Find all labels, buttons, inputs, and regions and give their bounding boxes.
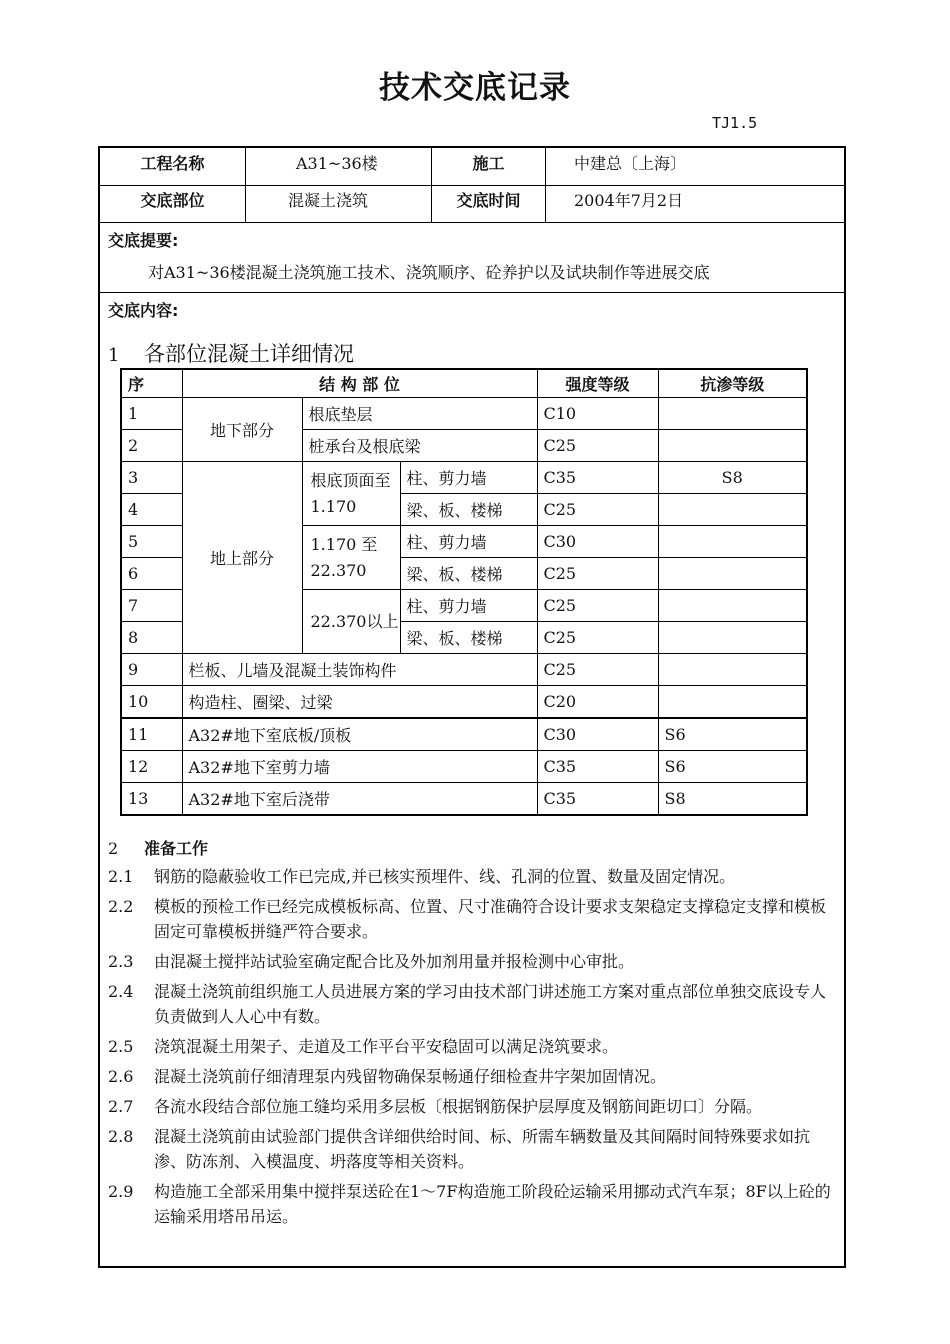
document-code: TJ1.5 <box>712 114 758 132</box>
row-seq: 13 <box>121 783 182 816</box>
row-impermeability <box>658 526 807 558</box>
row-impermeability: S8 <box>658 783 807 816</box>
row-strength: C35 <box>537 751 658 783</box>
item-number: 2.7 <box>108 1097 134 1116</box>
list-item <box>108 1179 838 1229</box>
header-row-2 <box>100 185 844 223</box>
row-part: A32#地下室底板/顶板 <box>182 718 537 751</box>
document-title: 技术交底记录 <box>379 70 571 106</box>
row-part: 梁、板、楼梯 <box>400 494 537 526</box>
item-text: 浇筑混凝土用架子、走道及工作平台平安稳固可以满足浇筑要求。 <box>154 1037 619 1056</box>
row-strength: C25 <box>537 622 658 654</box>
item-text: 钢筋的隐蔽验收工作已完成,并已核实预埋件、线、孔洞的位置、数量及固定情况。 <box>154 867 736 886</box>
section1-number: 1 <box>108 345 120 366</box>
row-seq: 4 <box>121 494 182 526</box>
row-part: A32#地下室剪力墙 <box>182 751 537 783</box>
content-label: 交底内容: <box>108 301 179 320</box>
row-part: A32#地下室后浇带 <box>182 783 537 816</box>
row-impermeability <box>658 686 807 719</box>
row-seq: 12 <box>121 751 182 783</box>
row-part: 梁、板、楼梯 <box>400 622 537 654</box>
item-number: 2.8 <box>108 1127 134 1146</box>
row-seq: 1 <box>121 398 182 430</box>
item-number: 2.2 <box>108 897 134 916</box>
row-seq: 5 <box>121 526 182 558</box>
date-label: 交底时间 <box>432 185 546 222</box>
row-impermeability: S8 <box>658 462 807 494</box>
row-impermeability <box>658 398 807 430</box>
row-strength: C30 <box>537 526 658 558</box>
item-text: 各流水段结合部位施工缝均采用多层板〔根据钢筋保护层厚度及钢筋间距切口〕分隔。 <box>154 1097 763 1116</box>
table-row <box>121 751 807 783</box>
divider <box>100 292 844 293</box>
list-item <box>108 1064 838 1089</box>
header-row-1 <box>100 148 844 186</box>
row-seq: 9 <box>121 654 182 686</box>
row-strength: C25 <box>537 494 658 526</box>
row-part: 构造柱、圈梁、过梁 <box>182 686 537 719</box>
item-text: 构造施工全部采用集中搅拌泵送砼在1～7F构造施工阶段砼运输采用挪动式汽车泵；8F以上砼的运输采用塔吊吊运。 <box>154 1182 831 1226</box>
project-name-label: 工程名称 <box>100 148 246 185</box>
row-strength: C10 <box>537 398 658 430</box>
list-item <box>108 1124 838 1174</box>
item-number: 2.5 <box>108 1037 134 1056</box>
row-seq: 10 <box>121 686 182 719</box>
item-number: 2.3 <box>108 952 134 971</box>
header-strength: 强度等级 <box>537 369 658 398</box>
group-aboveground: 地上部分 <box>182 462 302 654</box>
row-part: 柱、剪力墙 <box>400 590 537 622</box>
item-text: 混凝土浇筑前组织施工人员进展方案的学习由技术部门讲述施工方案对重点部位单独交底设专人负责做到人人心中有数。 <box>154 982 827 1026</box>
row-impermeability: S6 <box>658 751 807 783</box>
header-part: 结 构 部 位 <box>182 369 537 398</box>
row-seq: 8 <box>121 622 182 654</box>
section2-number: 2 <box>108 839 119 858</box>
item-text: 模板的预检工作已经完成模板标高、位置、尺寸准确符合设计要求支架稳定支撑稳定支撑和模板固定可靠模板拼缝严符合要求。 <box>154 897 827 941</box>
group-underground: 地下部分 <box>182 398 302 462</box>
construction-value: 中建总〔上海〕 <box>574 154 687 173</box>
row-seq: 2 <box>121 430 182 462</box>
row-strength: C25 <box>537 590 658 622</box>
row-impermeability <box>658 654 807 686</box>
row-impermeability <box>658 558 807 590</box>
row-strength: C25 <box>537 430 658 462</box>
date-value: 2004年7月2日 <box>574 191 684 210</box>
row-impermeability: S6 <box>658 718 807 751</box>
header-impermeability: 抗渗等级 <box>658 369 807 398</box>
table-row <box>121 654 807 686</box>
row-seq: 11 <box>121 718 182 751</box>
section2-title: 准备工作 <box>144 839 209 858</box>
row-seq: 7 <box>121 590 182 622</box>
list-item <box>108 1034 838 1059</box>
section1-heading <box>108 338 354 368</box>
row-part: 根底垫层 <box>302 398 537 430</box>
row-strength: C25 <box>537 558 658 590</box>
section2-heading <box>108 836 208 859</box>
row-part: 柱、剪力墙 <box>400 462 537 494</box>
item-text: 混凝土浇筑前仔细清理泵内残留物确保泵畅通仔细检查井字架加固情况。 <box>154 1067 667 1086</box>
part-value: 混凝土浇筑 <box>246 185 432 222</box>
preparation-list <box>108 864 838 1234</box>
row-part: 柱、剪力墙 <box>400 526 537 558</box>
section1-title: 各部位混凝土详细情况 <box>144 342 354 366</box>
row-impermeability <box>658 430 807 462</box>
item-number: 2.4 <box>108 982 134 1001</box>
list-item <box>108 894 838 944</box>
range-1: 根底顶面至1.170 <box>302 462 400 526</box>
part-label: 交底部位 <box>100 185 246 222</box>
row-part: 栏板、儿墙及混凝土装饰构件 <box>182 654 537 686</box>
row-impermeability <box>658 622 807 654</box>
item-number: 2.6 <box>108 1067 134 1086</box>
item-text: 由混凝土搅拌站试验室确定配合比及外加剂用量并报检测中心审批。 <box>154 952 635 971</box>
table-header-row <box>121 369 807 398</box>
row-strength: C35 <box>537 462 658 494</box>
list-item <box>108 979 838 1029</box>
summary-text: 对A31~36楼混凝土浇筑施工技术、浇筑顺序、砼养护以及试块制作等进展交底 <box>148 263 710 282</box>
table-row <box>121 783 807 816</box>
item-number: 2.1 <box>108 867 134 886</box>
header-seq: 序 <box>121 369 182 398</box>
construction-label: 施工 <box>432 148 546 185</box>
row-impermeability <box>658 494 807 526</box>
project-name-value: A31~36楼 <box>246 148 432 185</box>
list-item <box>108 949 838 974</box>
range-2: 1.170 至22.370 <box>302 526 400 590</box>
item-number: 2.9 <box>108 1182 134 1201</box>
row-strength: C30 <box>537 718 658 751</box>
row-impermeability <box>658 590 807 622</box>
row-part: 梁、板、楼梯 <box>400 558 537 590</box>
summary-label: 交底提要: <box>108 231 179 250</box>
table-row <box>121 686 807 719</box>
range-3: 22.370以上 <box>302 590 400 654</box>
row-seq: 3 <box>121 462 182 494</box>
row-strength: C35 <box>537 783 658 816</box>
concrete-grade-table <box>120 368 808 816</box>
row-strength: C25 <box>537 654 658 686</box>
row-part: 桩承台及根底梁 <box>302 430 537 462</box>
table-row <box>121 718 807 751</box>
record-form <box>98 146 846 1268</box>
list-item <box>108 864 838 889</box>
list-item <box>108 1094 838 1119</box>
item-text: 混凝土浇筑前由试验部门提供含详细供给时间、标、所需车辆数量及其间隔时间特殊要求如抗渗、防冻剂、入模温度、坍落度等相关资料。 <box>154 1127 811 1171</box>
table-row <box>121 398 807 430</box>
table-row <box>121 462 807 494</box>
row-seq: 6 <box>121 558 182 590</box>
row-strength: C20 <box>537 686 658 719</box>
